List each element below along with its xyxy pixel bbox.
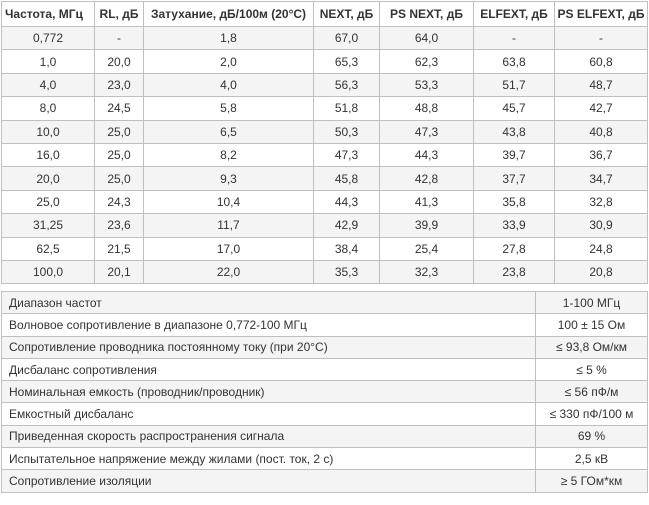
spec-value: 100 ± 15 Ом [536,314,648,336]
header-attenuation: Затухание, дБ/100м (20°С) [144,2,314,27]
header-frequency: Частота, МГц [2,2,95,27]
table-cell: 32,8 [555,190,648,213]
table-cell: 38,4 [314,237,380,260]
table-row [2,27,648,50]
table-cell: 25,0 [95,143,144,166]
table-cell: 35,8 [474,190,555,213]
table-row [2,260,648,283]
table-row [2,237,648,260]
table-cell: 47,3 [380,120,474,143]
table-cell: 20,8 [555,260,648,283]
frequency-characteristics-table [1,1,648,284]
table-cell: 24,5 [95,97,144,120]
table-cell: 23,8 [474,260,555,283]
table-row [2,190,648,213]
spec-row [2,336,648,358]
table-cell: 64,0 [380,27,474,50]
table-cell: 100,0 [2,260,95,283]
table-cell: - [474,27,555,50]
table-cell: 62,5 [2,237,95,260]
table-cell: 42,8 [380,167,474,190]
table-cell: - [95,27,144,50]
table-cell: 2,0 [144,50,314,73]
table-cell: 24,3 [95,190,144,213]
table-cell: 23,0 [95,73,144,96]
spec-parameter: Диапазон частот [2,292,536,314]
table-cell: 1,0 [2,50,95,73]
header-ps-elfext: PS ELFEXT, дБ [555,2,648,27]
table-cell: 10,4 [144,190,314,213]
table-cell: 11,7 [144,214,314,237]
spec-parameter: Сопротивление проводника постоянному току (при 20°С) [2,336,536,358]
table-cell: 39,7 [474,143,555,166]
table-row [2,143,648,166]
table-cell: 9,3 [144,167,314,190]
spec-row [2,425,648,447]
table-cell: 25,0 [95,120,144,143]
table-cell: 42,7 [555,97,648,120]
table-cell: 32,3 [380,260,474,283]
table-cell: 40,8 [555,120,648,143]
table-row [2,214,648,237]
table-cell: 42,9 [314,214,380,237]
table-cell: 10,0 [2,120,95,143]
table-row [2,50,648,73]
spec-value: ≤ 93,8 Ом/км [536,336,648,358]
table-cell: 34,7 [555,167,648,190]
spec-value: ≤ 56 пФ/м [536,381,648,403]
spec-row [2,314,648,336]
table-cell: 20,0 [2,167,95,190]
table-cell: 39,9 [380,214,474,237]
spec-row [2,403,648,425]
table-cell: 8,2 [144,143,314,166]
table-cell: 51,7 [474,73,555,96]
table-cell: 37,7 [474,167,555,190]
table-cell: 20,1 [95,260,144,283]
table-cell: 63,8 [474,50,555,73]
spec-parameter: Приведенная скорость распространения сигнала [2,425,536,447]
table-cell: 25,4 [380,237,474,260]
spec-parameter: Волновое сопротивление в диапазоне 0,772-100 МГц [2,314,536,336]
spec-row [2,381,648,403]
table-row [2,73,648,96]
table-cell: 25,0 [2,190,95,213]
table-cell: 62,3 [380,50,474,73]
table-cell: 0,772 [2,27,95,50]
spec-row [2,470,648,492]
table-cell: 23,6 [95,214,144,237]
table-cell: 48,7 [555,73,648,96]
spec-parameter: Испытательное напряжение между жилами (пост. ток, 2 с) [2,448,536,470]
spec-value: 2,5 кВ [536,448,648,470]
table-cell: 22,0 [144,260,314,283]
spec-value: ≤ 330 пФ/100 м [536,403,648,425]
header-next: NEXT, дБ [314,2,380,27]
table-cell: 44,3 [314,190,380,213]
table-cell: 43,8 [474,120,555,143]
table-cell: 60,8 [555,50,648,73]
table-cell: 1,8 [144,27,314,50]
table-cell: 41,3 [380,190,474,213]
table-cell: 25,0 [95,167,144,190]
spec-row [2,448,648,470]
table-cell: 35,3 [314,260,380,283]
table-cell: 6,5 [144,120,314,143]
table-row [2,97,648,120]
spec-value: ≥ 5 ГОм*км [536,470,648,492]
table-cell: 45,7 [474,97,555,120]
table-row [2,120,648,143]
spec-row [2,358,648,380]
table-cell: 45,8 [314,167,380,190]
table-cell: 27,8 [474,237,555,260]
table-cell: 31,25 [2,214,95,237]
table-cell: 48,8 [380,97,474,120]
table-cell: 44,3 [380,143,474,166]
table-header-row [2,2,648,27]
specifications-table [1,291,648,493]
table-cell: 21,5 [95,237,144,260]
spec-row [2,292,648,314]
spec-value: 69 % [536,425,648,447]
table-cell: 47,3 [314,143,380,166]
spec-parameter: Дисбаланс сопротивления [2,358,536,380]
table-cell: 16,0 [2,143,95,166]
table-cell: 56,3 [314,73,380,96]
table-cell: 65,3 [314,50,380,73]
spec-parameter: Номинальная емкость (проводник/проводник) [2,381,536,403]
table-row [2,167,648,190]
table-cell: 8,0 [2,97,95,120]
table-cell: 4,0 [2,73,95,96]
table-cell: 20,0 [95,50,144,73]
table-cell: 5,8 [144,97,314,120]
spec-parameter: Сопротивление изоляции [2,470,536,492]
header-ps-next: PS NEXT, дБ [380,2,474,27]
spec-value: 1-100 МГц [536,292,648,314]
table-cell: 33,9 [474,214,555,237]
spec-value: ≤ 5 % [536,358,648,380]
table-cell: 24,8 [555,237,648,260]
table-cell: 17,0 [144,237,314,260]
header-elfext: ELFEXT, дБ [474,2,555,27]
table-cell: 51,8 [314,97,380,120]
table-cell: 4,0 [144,73,314,96]
table-cell: 53,3 [380,73,474,96]
table-cell: 50,3 [314,120,380,143]
table-cell: 36,7 [555,143,648,166]
spec-parameter: Емкостный дисбаланс [2,403,536,425]
header-rl: RL, дБ [95,2,144,27]
table-cell: 30,9 [555,214,648,237]
table-cell: - [555,27,648,50]
table-cell: 67,0 [314,27,380,50]
